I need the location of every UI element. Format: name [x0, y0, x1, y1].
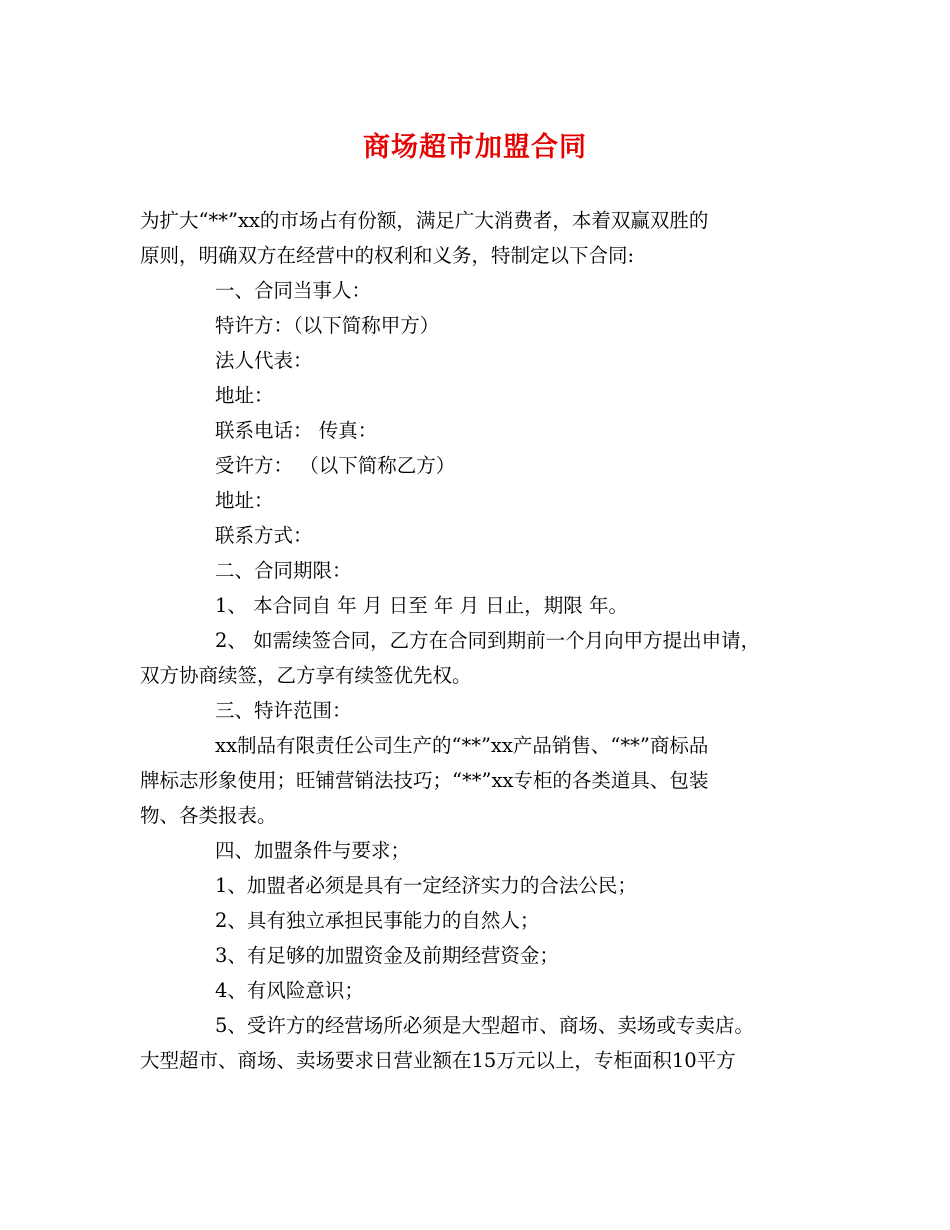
body-line: 5、受许方的经营场所必须是大型超市、商场、卖场或专卖店。: [215, 1014, 754, 1037]
body-line: 联系方式：: [215, 524, 313, 547]
body-line: 物、各类报表。: [140, 804, 277, 827]
body-line: 地址：: [215, 489, 274, 512]
body-line: 三、特许范围：: [215, 699, 352, 722]
body-line: 4、有风险意识；: [215, 979, 364, 1002]
body-line: 2、 如需续签合同，乙方在合同到期前一个月向甲方提出申请，: [215, 629, 761, 652]
body-line: 联系电话： 传真：: [215, 419, 378, 442]
body-line: 双方协商续签，乙方享有续签优先权。: [140, 664, 472, 687]
body-line: 2、具有独立承担民事能力的自然人；: [215, 909, 540, 932]
body-line: xx制品有限责任公司生产的“**”xx产品销售、“**”商标品: [215, 734, 709, 757]
body-line: 特许方：（以下简称甲方）: [215, 314, 440, 337]
body-line: 1、 本合同自 年 月 日至 年 月 日止，期限 年。: [215, 594, 628, 617]
body-line: 3、有足够的加盟资金及前期经营资金；: [215, 944, 559, 967]
body-line: 牌标志形象使用；旺铺营销法技巧；“**”xx专柜的各类道具、包装: [140, 769, 709, 792]
body-line: 受许方： （以下简称乙方）: [215, 454, 456, 477]
body-line: 地址：: [215, 384, 274, 407]
body-line: 1、加盟者必须是具有一定经济实力的合法公民；: [215, 874, 637, 897]
body-line: 法人代表：: [215, 349, 313, 372]
body-line: 为扩大“**”xx的市场占有份额，满足广大消费者，本着双赢双胜的: [140, 209, 709, 232]
body-line: 四、加盟条件与要求；: [215, 839, 411, 862]
body-line: 大型超市、商场、卖场要求日营业额在15万元以上，专柜面积10平方: [140, 1049, 736, 1072]
body-line: 原则，明确双方在经营中的权利和义务，特制定以下合同:: [140, 244, 635, 267]
document-title: 商场超市加盟合同: [363, 132, 587, 163]
document-body: [140, 203, 816, 1078]
body-line: 二、合同期限：: [215, 559, 352, 582]
body-line: 一、合同当事人：: [215, 279, 372, 302]
